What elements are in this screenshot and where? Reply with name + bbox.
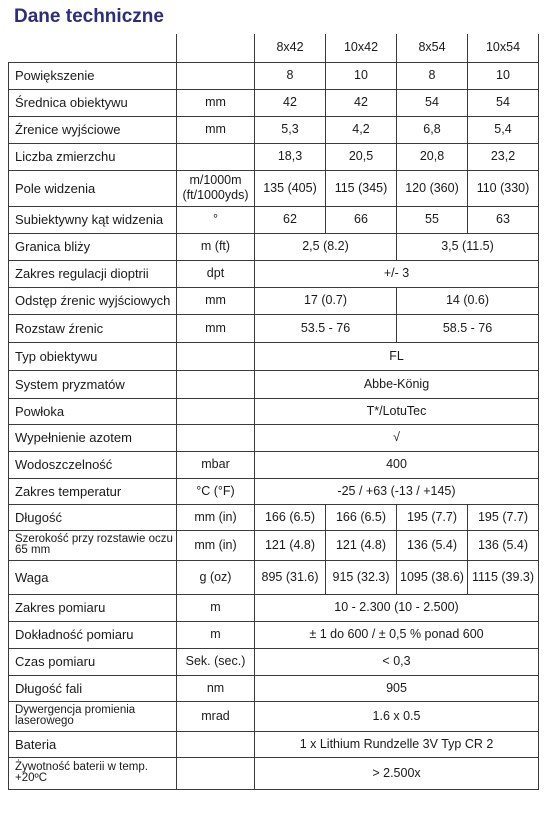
value-cell: 55 (397, 206, 468, 233)
row-label: Długość fali (9, 675, 177, 701)
value-cell: 895 (31.6) (255, 560, 326, 594)
table-row (9, 594, 539, 621)
value-cell: 20,8 (397, 143, 468, 170)
row-label: Żywotność baterii w temp. +20ºC (9, 757, 177, 789)
row-label: Odstęp źrenic wyjściowych (9, 287, 177, 314)
row-unit: m (177, 594, 255, 621)
table-row (9, 648, 539, 675)
value-cell: > 2.500x (255, 757, 539, 789)
table-row (9, 675, 539, 701)
value-cell: 17 (0.7) (255, 287, 397, 314)
value-cell: 136 (5.4) (468, 530, 539, 560)
table-row (9, 451, 539, 478)
row-unit: mm (177, 287, 255, 314)
row-unit (177, 342, 255, 370)
row-unit: ° (177, 206, 255, 233)
column-header-10x54: 10x54 (468, 34, 539, 62)
row-unit: mm (in) (177, 504, 255, 530)
row-unit (177, 143, 255, 170)
row-label: Wypełnienie azotem (9, 424, 177, 451)
row-label: Zakres regulacji dioptrii (9, 260, 177, 287)
header-row (9, 34, 539, 62)
value-cell: ± 1 do 600 / ± 0,5 % ponad 600 (255, 621, 539, 648)
table-row (9, 731, 539, 757)
row-unit (177, 757, 255, 789)
table-row (9, 530, 539, 560)
spec-table (8, 34, 539, 790)
value-cell: 5,4 (468, 116, 539, 143)
table-row (9, 89, 539, 116)
table-row (9, 504, 539, 530)
value-cell: Abbe-König (255, 370, 539, 398)
value-cell: 42 (255, 89, 326, 116)
row-label: Bateria (9, 731, 177, 757)
column-header-10x42: 10x42 (326, 34, 397, 62)
value-cell: 20,5 (326, 143, 397, 170)
value-cell: -25 / +63 (-13 / +145) (255, 478, 539, 504)
row-unit (177, 398, 255, 424)
value-cell: 54 (397, 89, 468, 116)
row-label: Źrenice wyjściowe (9, 116, 177, 143)
header-label-cell (9, 34, 177, 62)
value-cell: 905 (255, 675, 539, 701)
value-cell: 8 (397, 62, 468, 89)
value-cell: 66 (326, 206, 397, 233)
row-label: Waga (9, 560, 177, 594)
row-label: Wodoszczelność (9, 451, 177, 478)
row-unit: mm (177, 89, 255, 116)
table-row (9, 701, 539, 731)
row-label: Szerokość przy rozstawie oczu 65 mm (9, 530, 177, 560)
value-cell: 18,3 (255, 143, 326, 170)
row-unit: mm (177, 116, 255, 143)
header-unit-cell (177, 34, 255, 62)
value-cell: 53.5 - 76 (255, 314, 397, 342)
row-label: Powłoka (9, 398, 177, 424)
value-cell: 121 (4.8) (255, 530, 326, 560)
table-row (9, 560, 539, 594)
value-cell: 23,2 (468, 143, 539, 170)
value-cell: 121 (4.8) (326, 530, 397, 560)
value-cell: 5,3 (255, 116, 326, 143)
row-unit: g (oz) (177, 560, 255, 594)
page-title: Dane techniczne (14, 6, 164, 27)
row-unit (177, 62, 255, 89)
value-cell: 58.5 - 76 (397, 314, 539, 342)
value-cell: 110 (330) (468, 170, 539, 206)
value-cell: < 0,3 (255, 648, 539, 675)
row-unit: dpt (177, 260, 255, 287)
row-label: System pryzmatów (9, 370, 177, 398)
row-unit: °C (°F) (177, 478, 255, 504)
table-row (9, 342, 539, 370)
row-label: Dywergencja promienia laserowego (9, 701, 177, 731)
value-cell: √ (255, 424, 539, 451)
table-row (9, 287, 539, 314)
value-cell: 120 (360) (397, 170, 468, 206)
row-unit: Sek. (sec.) (177, 648, 255, 675)
row-label: Dokładność pomiaru (9, 621, 177, 648)
row-unit (177, 424, 255, 451)
table-row (9, 206, 539, 233)
row-unit: m (ft) (177, 233, 255, 260)
value-cell: 915 (32.3) (326, 560, 397, 594)
table-row (9, 143, 539, 170)
table-row (9, 370, 539, 398)
row-label: Granica bliży (9, 233, 177, 260)
column-header-8x54: 8x54 (397, 34, 468, 62)
row-label: Typ obiektywu (9, 342, 177, 370)
value-cell: 63 (468, 206, 539, 233)
table-row (9, 398, 539, 424)
table-row (9, 424, 539, 451)
value-cell: 62 (255, 206, 326, 233)
row-unit (177, 370, 255, 398)
table-row (9, 62, 539, 89)
row-label: Czas pomiaru (9, 648, 177, 675)
value-cell: 10 (326, 62, 397, 89)
row-unit: mbar (177, 451, 255, 478)
value-cell: 10 - 2.300 (10 - 2.500) (255, 594, 539, 621)
row-unit: mrad (177, 701, 255, 731)
value-cell: FL (255, 342, 539, 370)
table-row (9, 621, 539, 648)
row-label: Zakres pomiaru (9, 594, 177, 621)
value-cell: T*/LotuTec (255, 398, 539, 424)
value-cell: 166 (6.5) (326, 504, 397, 530)
table-row (9, 260, 539, 287)
row-label: Rozstaw źrenic (9, 314, 177, 342)
column-header-8x42: 8x42 (255, 34, 326, 62)
table-row (9, 757, 539, 789)
row-label: Średnica obiektywu (9, 89, 177, 116)
value-cell: 3,5 (11.5) (397, 233, 539, 260)
value-cell: 10 (468, 62, 539, 89)
value-cell: 115 (345) (326, 170, 397, 206)
row-unit: mm (in) (177, 530, 255, 560)
row-label: Subiektywny kąt widzenia (9, 206, 177, 233)
value-cell: 8 (255, 62, 326, 89)
row-label: Powiększenie (9, 62, 177, 89)
value-cell: 195 (7.7) (468, 504, 539, 530)
value-cell: 166 (6.5) (255, 504, 326, 530)
value-cell: 2,5 (8.2) (255, 233, 397, 260)
row-unit: mm (177, 314, 255, 342)
row-unit (177, 731, 255, 757)
row-label: Pole widzenia (9, 170, 177, 206)
value-cell: 6,8 (397, 116, 468, 143)
value-cell: 1 x Lithium Rundzelle 3V Typ CR 2 (255, 731, 539, 757)
row-unit: m (177, 621, 255, 648)
value-cell: 195 (7.7) (397, 504, 468, 530)
value-cell: 14 (0.6) (397, 287, 539, 314)
row-label: Zakres temperatur (9, 478, 177, 504)
row-unit: m/1000m (ft/1000yds) (177, 170, 255, 206)
value-cell: 42 (326, 89, 397, 116)
value-cell: 54 (468, 89, 539, 116)
value-cell: 136 (5.4) (397, 530, 468, 560)
value-cell: 400 (255, 451, 539, 478)
value-cell: 1.6 x 0.5 (255, 701, 539, 731)
row-label: Liczba zmierzchu (9, 143, 177, 170)
table-row (9, 233, 539, 260)
value-cell: +/- 3 (255, 260, 539, 287)
value-cell: 135 (405) (255, 170, 326, 206)
table-row (9, 478, 539, 504)
value-cell: 1115 (39.3) (468, 560, 539, 594)
table-row (9, 314, 539, 342)
row-unit: nm (177, 675, 255, 701)
table-row (9, 116, 539, 143)
value-cell: 1095 (38.6) (397, 560, 468, 594)
value-cell: 4,2 (326, 116, 397, 143)
row-label: Długość (9, 504, 177, 530)
table-row (9, 170, 539, 206)
